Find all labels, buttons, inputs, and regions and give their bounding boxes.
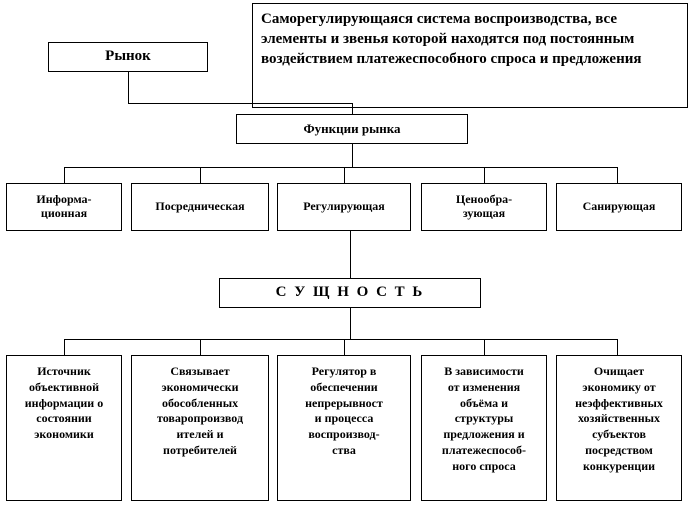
essence-line: структуры [454, 411, 514, 426]
function-label-line-1: Ценообра- [455, 192, 513, 207]
connector-definition-down [352, 108, 353, 114]
essence-line: обеспечении [310, 379, 378, 394]
essence-line: товаропроизвод [156, 411, 244, 426]
essence-line: хозяйственных [578, 411, 660, 426]
function-box-informational [6, 183, 122, 231]
essence-bus [64, 339, 617, 340]
essence-line: платежеспособ- [441, 443, 527, 458]
essence-label: С У Щ Н О С Т Ь [275, 284, 425, 301]
function-label-line-1: Регулирующая [303, 199, 385, 214]
functions-bus [64, 167, 617, 168]
function-label-line-1: Санирующая [582, 199, 656, 214]
function-label-line-1: Посредническая [155, 199, 245, 214]
function-label-line-2: зующая [462, 206, 506, 220]
essence-item-connects-producers [131, 355, 269, 501]
connector-func-1 [64, 167, 65, 183]
essence-line: конкуренции [582, 458, 656, 473]
essence-box [219, 278, 481, 308]
essence-line: посредством [585, 443, 653, 458]
essence-item-cleans-economy [556, 355, 682, 501]
functions-label: Функции рынка [303, 120, 401, 136]
essence-item-source-of-information [6, 355, 122, 501]
essence-line: ного спроса [452, 458, 516, 473]
essence-line: непрерывност [305, 395, 383, 410]
function-box-sanitizing [556, 183, 682, 231]
function-label-line-1: Информа- [36, 192, 92, 207]
essence-line: потребителей [163, 443, 237, 458]
essence-line: информации о [24, 395, 104, 410]
essence-line: экономически [161, 379, 239, 394]
connector-func-3 [344, 167, 345, 183]
essence-line: экономику от [582, 379, 656, 394]
definition-text: Саморегулирующаяся система воспроизводства, все элементы и звенья которой находятся под постоянным воздействием платежеспособного спроса и предложения [261, 11, 642, 67]
connector-ess-2 [200, 339, 201, 355]
essence-line: объёма и [459, 395, 509, 410]
essence-line: объективной [28, 379, 100, 394]
essence-line: обособленных [161, 395, 239, 410]
essence-line: субъектов [592, 427, 646, 442]
essence-line: неэффективных [575, 395, 663, 410]
connector-func-4 [484, 167, 485, 183]
essence-line: Очищает [593, 364, 645, 378]
essence-line: Источник [37, 364, 91, 378]
connector-functions-out [352, 144, 353, 167]
essence-item-depends-on-changes [421, 355, 547, 501]
essence-line: воспроизвод- [308, 427, 380, 442]
function-box-pricing [421, 183, 547, 231]
connector-func-5 [617, 167, 618, 183]
market-box [48, 42, 208, 72]
essence-line: экономики [34, 427, 94, 442]
definition-box [252, 3, 688, 108]
connector-to-essence [350, 231, 351, 278]
essence-line: В зависимости [444, 364, 524, 378]
connector-ess-4 [484, 339, 485, 355]
essence-line: предложения и [443, 427, 525, 442]
essence-line: от изменения [447, 379, 521, 394]
connector-ess-5 [617, 339, 618, 355]
connector-ess-3 [344, 339, 345, 355]
essence-line: состоянии [36, 411, 92, 426]
essence-line: и процесса [314, 411, 374, 426]
functions-box [236, 114, 468, 144]
essence-line: ителей и [176, 427, 224, 442]
connector-ess-1 [64, 339, 65, 355]
function-box-regulating [277, 183, 411, 231]
connector-market-vertical [128, 72, 129, 103]
connector-essence-out [350, 308, 351, 339]
essence-line: Регулятор в [311, 364, 377, 378]
connector-market-to-functions [128, 103, 352, 104]
essence-item-regulator [277, 355, 411, 501]
connector-func-2 [200, 167, 201, 183]
function-label-line-2: ционная [40, 206, 88, 220]
market-label: Рынок [105, 48, 151, 65]
function-box-intermediary [131, 183, 269, 231]
essence-line: Связывает [170, 364, 230, 378]
essence-line: ства [332, 443, 356, 458]
